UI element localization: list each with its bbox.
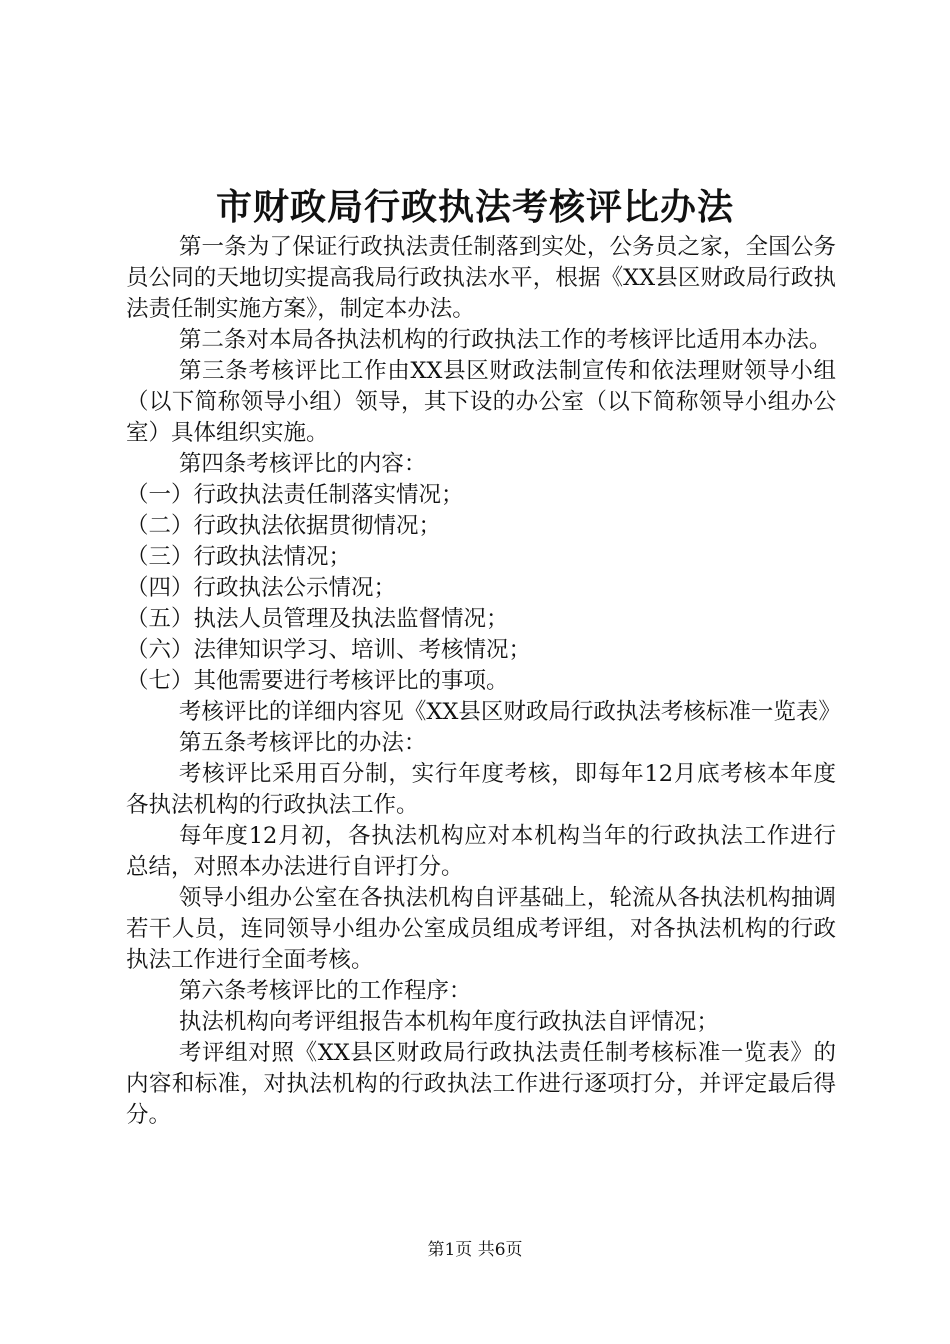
- final-scoring-paragraph: 考评组对照《XX县区财政局行政执法责任制考核标准一览表》的内容和标准，对执法机构的行政执法工作进行逐项打分，并评定最后得分。: [126, 1040, 836, 1128]
- list-item: （七）其他需要进行考核评比的事项。: [126, 668, 509, 694]
- document-title: 市财政局行政执法考核评比办法: [215, 186, 734, 228]
- list-item: （一）行政执法责任制落实情况；: [126, 482, 464, 508]
- article-2-paragraph: 第二条对本局各执法机构的行政执法工作的考核评比适用本办法。: [178, 327, 832, 353]
- list-item: （五）执法人员管理及执法监督情况；: [126, 606, 509, 632]
- article-1-paragraph: 第一条为了保证行政执法责任制落到实处，公务员之家，全国公务员公同的天地切实提高我局行政执法水平，根据《XX县区财政局行政执法责任制实施方案》，制定本办法。: [126, 234, 836, 322]
- self-report-paragraph: 执法机构向考评组报告本机构年度行政执法自评情况；: [178, 1009, 719, 1035]
- scoring-method-paragraph: 考核评比采用百分制，实行年度考核，即每年12月底考核本年度各执法机构的行政执法工作。: [126, 761, 836, 818]
- article-5-heading: 第五条考核评比的办法：: [178, 730, 427, 756]
- article-6-heading: 第六条考核评比的工作程序：: [178, 978, 472, 1004]
- list-item: （六）法律知识学习、培训、考核情况；: [126, 637, 532, 663]
- page-number: 第1页 共6页: [427, 1240, 523, 1260]
- list-item: （二）行政执法依据贯彻情况；: [126, 513, 442, 539]
- review-team-paragraph: 领导小组办公室在各执法机构自评基础上，轮流从各执法机构抽调若干人员，连同领导小组办公室成员组成考评组，对各执法机构的行政执法工作进行全面考核。: [126, 885, 836, 973]
- list-item: （四）行政执法公示情况；: [126, 575, 397, 601]
- article-3-paragraph: 第三条考核评比工作由XX县区财政法制宣传和依法理财领导小组（以下简称领导小组）领导，其下设的办公室（以下简称领导小组办公室）具体组织实施。: [126, 358, 836, 446]
- article-4-heading: 第四条考核评比的内容：: [178, 451, 427, 477]
- document-body: [126, 232, 841, 1131]
- detail-reference-paragraph: 考核评比的详细内容见《XX县区财政局行政执法考核标准一览表》: [178, 699, 841, 725]
- self-evaluation-paragraph: 每年度12月初，各执法机构应对本机构当年的行政执法工作进行总结，对照本办法进行自评打分。: [126, 823, 836, 880]
- list-item: （三）行政执法情况；: [126, 544, 352, 570]
